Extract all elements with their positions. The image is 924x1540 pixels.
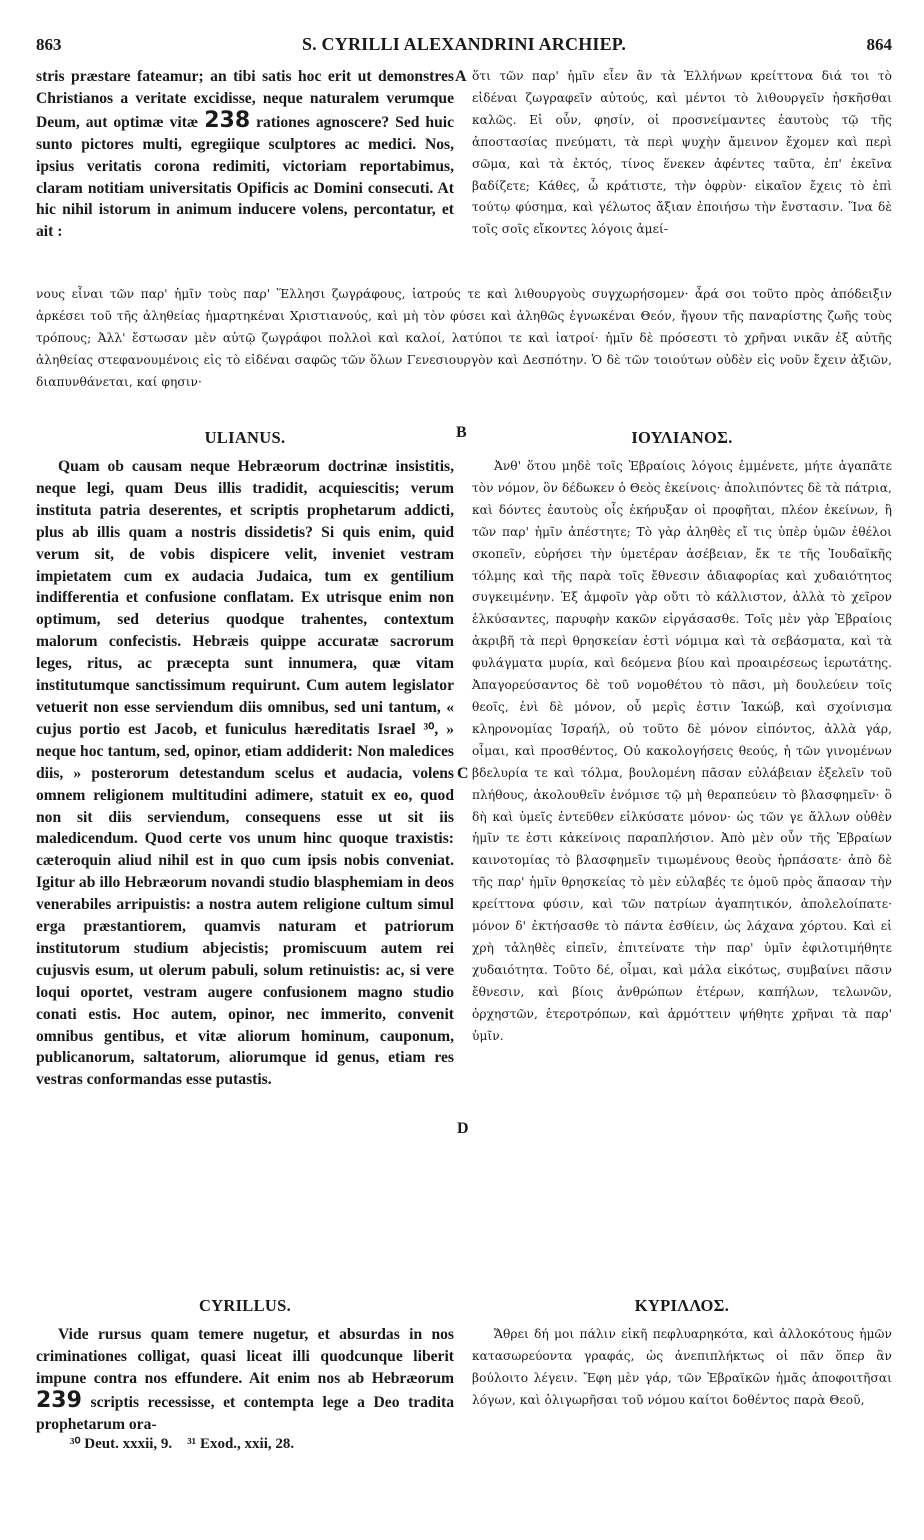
top-latin-text: stris præstare fateamur; an tibi satis hoc erit ut demonstres Christianos a veritate excidisse, neque naturalem verumque Deum, aut optimæ vitæ — [36, 68, 454, 131]
footnote-30-marker: ³⁰ — [70, 1436, 81, 1452]
julian-greek-heading: ΙΟΥΛΙΑΝΟΣ. — [631, 428, 733, 447]
top-greek-text: ὅτι τῶν παρ' ἡμῖν εἶεν ἂν τὰ Ἑλλήνων κρείττονα διά τοι τὸ εἰδέναι ζωγραφεῖν αὐτούς, καὶ μέντοι τὸ λιθουργεῖν ἠσκῆσθαι καλῶς. Εἰ οὖν, φησίν, οἱ προσνείμαντες ἑαυτοὺς τῷ τῆς ἀποστασίας πνεύματι, τὰ περὶ ψυχὴν ἄμεινον ἔχομεν καὶ περὶ σῶμα, καὶ τὰ ἐκτός, τίνος ἕνεκεν ἀφέντες ταῦτα, ἐπ' ἐκεῖνα βαδίζετε; Κάθες, ὦ κράτιστε, τὴν ὀφρὺν· εἰκαῖον ἔχεις τὸ ἐπὶ τούτῳ φύσημα, καὶ γέλωτος ἄξιαν ἐποιήσω τὴν ἔνστασιν. Ἵνα δὲ τοῖς σοῖς εἴκοντες λόγοις ἀμεί- — [472, 69, 892, 237]
right-page-number: 864 — [866, 35, 892, 54]
section-marker-b: B — [456, 424, 467, 441]
julian-greek-column — [472, 456, 892, 1246]
cyril-greek-text: Ἄθρει δή μοι πάλιν εἰκῆ πεφλυαρηκότα, καὶ ἀλλοκότους ἡμῶν κατασωρεύοντα γραφάς, ὡς ἀνεπιπλήκτως οἱ πᾶν ὅπερ ἂν βούλοιτο λέγειν. Ἔφη μὲν γάρ, τῶν Ἑβραϊκῶν ἡμᾶς ἀποφοιτῆσαι λόγων, καὶ ὀλιγωρῆσαι τοῦ νόμου καίτοι δοθέντος παρὰ Θεοῦ, — [472, 1327, 892, 1407]
cyril-latin-heading: CYRILLUS. — [198, 1296, 292, 1315]
cyril-latin-text-continued: scriptis recessisse, et contempta lege a Deo tradita prophetarum ora- — [36, 1393, 454, 1433]
top-latin-text-continued: rationes agnoscere? Sed huic sunto pictores multi, egregiique sculptores ac medici. Nos, ipsius veritatis corona redimiti, victoriam reportabimus, claram notitiam universitatis Opificis ac Domini consecuti. At hic nihil istorum in animum inducere volens, percontatur, et ait : — [36, 113, 454, 241]
julian-greek-text: Ἀνθ' ὅτου μηδὲ τοῖς Ἑβραίοις λόγοις ἐμμένετε, μήτε ἀγαπᾶτε τὸν νόμον, ὃν δέδωκεν ὁ Θεὸς ἐκείνοις· ἀπολιπόντες δὲ τὰ πάτρια, καὶ δόντες ἑαυτοὺς οἷς ἐκήρυξαν οἱ προφῆται, πλέον ἐκείνων, ἢ τῶν παρ' ἡμῖν ἀπέστητε; Τὸ γὰρ ἀληθὲς εἴ τις ὑπὲρ ὑμῶν ἐθέλοι σκοπεῖν, εὑρήσει τὴν ὑμετέραν ἀσέβειαν, ἔκ τε τῆς Ἰουδαϊκῆς τόλμης καὶ τῆς παρὰ τοῖς ἔθνεσιν ἀδιαφορίας καὶ χυδαιότητος συγκειμένην. Ἐξ ἀμφοῖν γὰρ οὔτι τὸ κάλλιστον, ἀλλὰ τὸ χεῖρον ἑλκύσαντες, παρυφὴν κακῶν εἰργάσασθε. Τοῖς μὲν γὰρ Ἑβραίοις ἀκριβῆ τὰ περὶ θρησκείαν ἐστὶ νόμιμα καὶ τὰ σεβάσματα, καὶ τὰ φυλάγματα μυρία, καὶ δεόμενα βίου καὶ προαιρέσεως ἱερωτάτης. Ἀπαγορεύσαντος δὲ τοῦ νομοθέτου τὸ πᾶσι, μὴ δουλεύειν τοῖς θεοῖς, ἑνὶ δὲ μόνον, οὗ μερὶς ἐστιν Ἰακώβ, καὶ σχοίνισμα κληρονομίας Ἰσραήλ, οὐ τοῦτο δὲ μόνον εἰπόντος, ἀλλὰ γάρ, οἶμαι, καὶ προσθέντος, Οὐ κακολογήσεις θεούς, ἡ τῶν γινομένων βδελυρία τε καὶ τόλμα, βουλομένη πᾶσαν εὐλάβειαν ἐξελεῖν τοῦ πλήθους, ἀκολουθεῖν ἐνόμισε τῷ μὴ θεραπεύειν τὸ βλασφημεῖν· ὃ δὴ καὶ ὑμεῖς ἐντεῦθεν εἱλκύσατε μόνον· ὡς τῶν γε ἄλλων οὐθὲν ἡμῖν τε ἐστι κἀκείνοις παραπλήσιον. Ἀπὸ μὲν οὖν τῆς Ἑβραίων καινοτομίας τὸ βλασφημεῖν τιμωμένους θεοὺς ἡρπάσατε· ἀπὸ δὲ τῆς παρ' ἡμῖν θρησκείας τὸ μὲν εὐλαβές τε ὁμοῦ πρὸς ἅπασαν τὴν κρείττονα φύσιν, καὶ τῶν πατρίων ἀγαπητικόν, ἀπολελοίπατε· μόνον δ' ἐκτήσασθε τὸ πάντα ἐσθίειν, ὡς λάχανα χόρτου. Καὶ εἰ χρὴ τἀληθὲς εἰπεῖν, ἐπιτείνατε τὴν παρ' ὑμῖν ἐφιλοτιμήθητε χυδαιότητα. Τοῦτο δέ, οἶμαι, καὶ μάλα εἰκότως, συμβαίνει πᾶσιν ἔθνεσιν, καὶ βίοις ἀνθρώπων ἑτέρων, καπήλων, τελωνῶν, ὀρχηστῶν, ἑτεροτρόπων, καὶ ἁρμόττειν ψήθητε χρῆναι τὰ παρ' ὑμῖν. — [472, 459, 892, 1043]
left-page-number: 863 — [36, 35, 62, 54]
julian-latin-heading: ULIANUS. — [204, 428, 286, 447]
page-header — [36, 34, 892, 58]
footnote-31-marker: ³¹ — [187, 1436, 197, 1452]
julian-latin-column — [36, 456, 454, 1286]
section-marker-a: A — [455, 68, 467, 85]
column-number-238: 238 — [204, 107, 251, 133]
running-title: S. CYRILLI ALEXANDRINI ARCHIEP. — [301, 34, 627, 54]
section-marker-d: D — [457, 1120, 469, 1137]
top-greek-continuation: νους εἶναι τῶν παρ' ἡμῖν τοὺς παρ' Ἕλλησι ζωγράφους, ἰατρούς τε καὶ λιθουργοὺς συγχωρήσομεν· ἆρά σοι τοῦτο πρὸς ἀπόδειξιν ἀρκέσει τοῦ τῆς ἀληθείας ἡμαρτηκέναι Χριστιανούς, καὶ μὴ τὸν φύσει καὶ ἀληθῶς ἐγνωκέναι Θεόν, ἤγουν τῆς παναρίστης ζωῆς τοὺς τρόπους; Ἀλλ' ἔστωσαν μὲν αὐτῷ ζωγράφοι πολλοὶ καὶ καλοί, λατύποι τε καὶ ἰατροί· ἡμῖν δὲ πρόσεστι τὸ χρῆναι νικᾶν ἐξ αὐτῆς ἀληθείας στεφανουμένοις εἰς τὸ εἰδέναι σαφῶς τῶν ὅλων Γενεσιουργὸν καὶ Δεσπότην. Ὁ δὲ τῶν τοιούτων οὐδὲν εἰς νοῦν ἔχειν ἀξιῶν, διαπυνθάνεται, καί φησιν· — [36, 287, 892, 389]
top-greek-fullwidth — [36, 284, 892, 416]
top-greek-column — [472, 66, 892, 284]
cyril-greek-column — [472, 1324, 892, 1416]
cyril-latin-column — [36, 1324, 454, 1433]
column-number-239: 239 — [36, 1387, 82, 1413]
cyril-greek-heading: ΚΥΡΙΛΛΟΣ. — [634, 1296, 730, 1315]
footnotes — [70, 1434, 670, 1453]
section-marker-c: C — [457, 765, 469, 782]
julian-latin-text: Quam ob causam neque Hebræorum doctrinæ insistitis, neque legi, quam Deus illis tradidit, acquiescitis; verum instituta patria deserentes, et scriptis prophetarum addicti, plus ab illis quam a nostris dissidetis? Si quis enim, quid verum sit, de vobis dispicere velit, inveniet vestram impietatem cum ex audacia Judaica, tum ex gentilium indifferentia et confusione conflatam. Ex utrisque enim non optimum, sed deterius quodque trahentes, contextum malorum confecistis. Hebræis quippe accuratæ sacrorum leges, ritus, ac præcepta sunt innumera, quæ vitam institutumque sanctissimum requirunt. Cum autem legislator vetuerit non esse serviendum diis omnibus, sed uni tantum, « cujus portio est Jacob, et funiculus hæreditatis Israel ³⁰, » neque hoc tantum, sed, opinor, etiam addiderit: Non maledices diis, » posterorum detestandum scelus et audacia, volens omnem religionem multitudini adimere, statuit ex eo, quod non sit diis serviendum, consequens esse ut sit iis maledicendum. Quod certe vos unum hinc quoque traxistis: cæteroquin aliud nihil est in quo cum ipsis nobis conveniat. Igitur ab illo Hebræorum novandi studio blasphemiam in deos venerabiles arripuistis: a nostra autem religione cultum simul erga præstantiorem, quamvis naturam et patriorum institutorum studium abjecistis; promiscuum autem rei cujusvis esum, ut olerum pabuli, solum retinuistis: ac, si vere loqui oportet, vestram augere confusionem magno studio conati estis. Hoc autem, opinor, nec immerito, convenit omnibus gentibus, et vitæ aliorum hominum, cauponum, publicanorum, saltatorum, aliorumque id genus, etiam res vestras conformandas esse putastis. — [36, 458, 454, 1089]
footnote-31-reference: Exod., xxii, 28. — [199, 1436, 295, 1452]
cyril-latin-text: Vide rursus quam temere nugetur, et absurdas in nos criminationes colligat, quasi liceat illi quodcunque liberit impune contra nos effundere. Ait enim nos ab Hebræorum — [36, 1326, 454, 1387]
footnote-30-reference: Deut. xxxii, 9. — [84, 1436, 173, 1452]
top-latin-column — [36, 66, 454, 284]
